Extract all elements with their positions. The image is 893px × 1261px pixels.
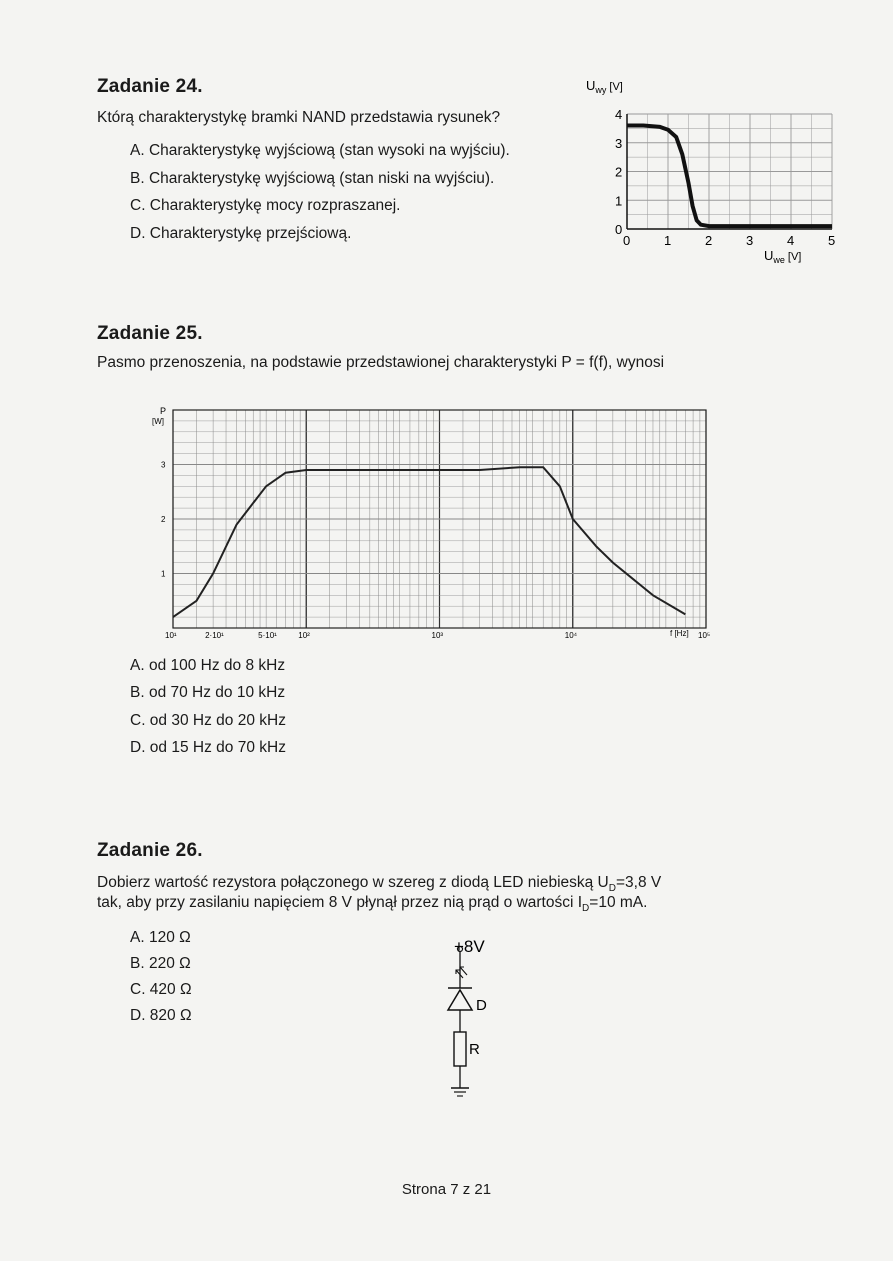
- chart1-y-tick-1: 1: [615, 193, 623, 209]
- chart2-x-tick-label: 10¹: [165, 631, 177, 640]
- chart2-x-tick-label: 10⁴: [564, 631, 578, 640]
- chart1-y-axis-label: $U_{wy}$ [V]: [586, 78, 623, 95]
- task-25-option-a[interactable]: A. od 100 Hz do 8 kHz: [130, 657, 286, 674]
- chart2-x-axis-unit: f [Hz]: [670, 629, 689, 638]
- chart2-tick-labels: [161, 461, 710, 641]
- chart2-y-axis-label: P: [160, 406, 167, 416]
- nand-transfer-chart: [560, 72, 860, 272]
- task-26-option-d[interactable]: D. 820 Ω: [130, 1007, 192, 1024]
- chart2-y-tick-3: 3: [161, 460, 166, 470]
- chart1-x-tick-4: 4: [787, 233, 795, 248]
- chart2-x-tick-label: 2·10¹: [205, 631, 224, 640]
- chart1-x-tick-0: 0: [623, 233, 631, 248]
- task-26-option-c[interactable]: C. 420 Ω: [130, 981, 192, 998]
- resistor-label: R: [469, 1041, 480, 1058]
- task-25-option-d[interactable]: D. od 15 Hz do 70 kHz: [130, 739, 286, 756]
- chart1-y-tick-0: 0: [615, 222, 623, 237]
- task-25-option-c[interactable]: C. od 30 Hz do 20 kHz: [130, 712, 286, 729]
- chart1-x-tick-3: 3: [746, 233, 754, 248]
- task-26-option-b[interactable]: B. 220 Ω: [130, 955, 191, 972]
- ground-icon: [451, 1088, 469, 1096]
- chart1-y-tick-2: 2: [615, 164, 623, 180]
- chart2-y-axis-unit: [W]: [152, 417, 164, 426]
- task-24-option-d[interactable]: D. Charakterystykę przejściową.: [130, 225, 352, 242]
- chart2-x-tick-label: 5·10¹: [258, 631, 277, 640]
- supply-label: +8V: [454, 937, 485, 956]
- chart2-x-tick-label: 10⁵: [698, 631, 711, 640]
- chart1-x-tick-5: 5: [828, 233, 836, 248]
- task-24-option-b[interactable]: B. Charakterystykę wyjściową (stan niski na wyjściu).: [130, 170, 495, 187]
- task-26-question-line1: Dobierz wartość rezystora połączonego w szereg z diodą LED niebieską $U_D=3,8$ V: [97, 874, 662, 895]
- chart2-x-tick-label: 10²: [298, 631, 310, 640]
- chart2-y-tick-1: 1: [161, 569, 166, 579]
- chart1-x-tick-1: 1: [664, 233, 672, 248]
- resistor-icon: [454, 1032, 466, 1066]
- task-24-option-c[interactable]: C. Charakterystykę mocy rozpraszanej.: [130, 197, 401, 214]
- page-number: Strona 7 z 21: [401, 1181, 492, 1198]
- task-25-question: Pasmo przenoszenia, na podstawie przedstawionej charakterystyki P = f(f), wynosi: [97, 354, 665, 371]
- led-circuit-diagram: [430, 930, 520, 1110]
- task-24-option-a[interactable]: A. Charakterystykę wyjściową (stan wysoki na wyjściu).: [130, 142, 510, 159]
- chart1-x-tick-2: 2: [705, 233, 713, 248]
- chart1-y-tick-3: 3: [615, 135, 623, 151]
- diode-label: D: [476, 997, 487, 1014]
- chart2-y-tick-2: 2: [161, 515, 166, 524]
- chart2-series-line: [173, 467, 685, 617]
- task-26-question-line2: tak, aby przy zasilaniu napięciem 8 V płynął przez nią prąd o wartości $I_D=10$ mA.: [97, 894, 648, 915]
- task-26-option-a[interactable]: A. 120 Ω: [130, 929, 191, 946]
- chart2-x-tick-label: 10³: [431, 631, 444, 640]
- task-24-title: Zadanie 24.: [97, 76, 203, 97]
- power-frequency-chart: [140, 400, 730, 660]
- task-26-title: Zadanie 26.: [97, 840, 203, 861]
- chart1-grid: [627, 114, 832, 229]
- task-24-question: Którą charakterystykę bramki NAND przedstawia rysunek?: [97, 109, 501, 126]
- task-25-title: Zadanie 25.: [97, 323, 203, 344]
- chart2-grid: [173, 410, 706, 628]
- chart1-x-axis-label: $U_{we}$ [V]: [764, 248, 802, 265]
- chart1-y-tick-4: 4: [615, 107, 623, 122]
- task-25-option-b[interactable]: B. od 70 Hz do 10 kHz: [130, 684, 286, 701]
